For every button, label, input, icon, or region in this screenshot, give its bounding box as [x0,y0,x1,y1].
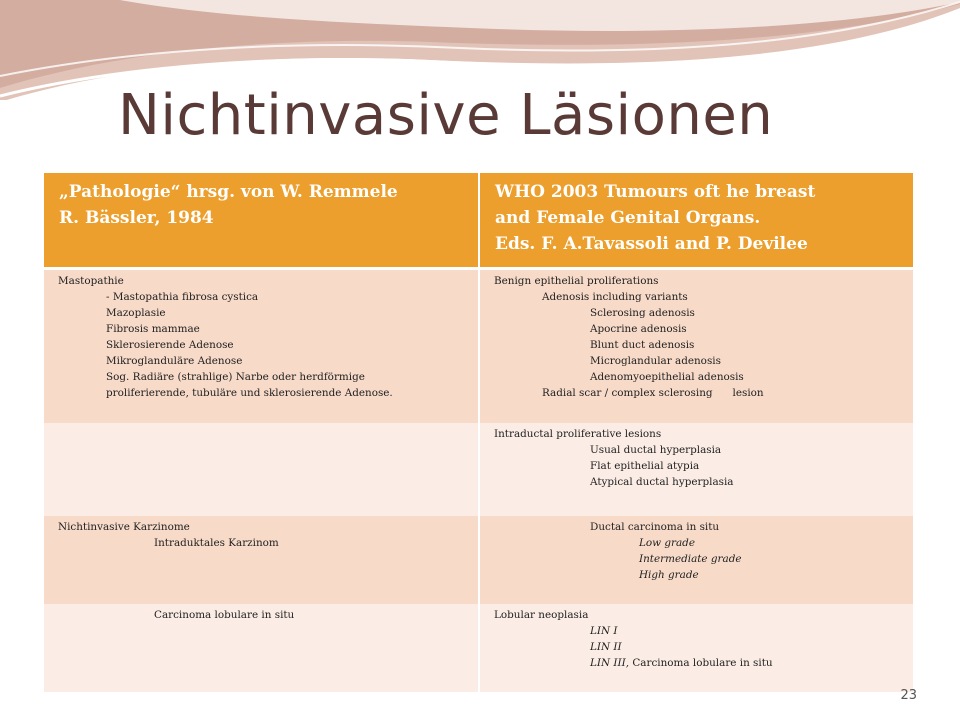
cell-mastopathie [44,269,479,424]
cell-dcis [479,516,913,604]
cell-line: Apocrine adenosis [590,323,687,335]
cell-line: LIN II [590,641,622,653]
cell-line: Adenosis including variants [542,291,688,303]
cell-line: Intermediate grade [639,553,742,565]
cell-line: Lobular neoplasia [494,609,589,621]
cell-line: Intraduktales Karzinom [154,537,279,549]
cell-benign-proliferations [479,269,913,424]
cell-line: Benign epithelial proliferations [494,275,659,287]
cell-line [494,655,907,671]
header-line: R. Bässler, 1984 [59,208,214,228]
cell-empty [44,423,479,516]
cell-text: lesion [732,387,764,399]
cell-line: LIN I [590,625,618,637]
cell-text: LIN III, [590,657,630,669]
cell-nichtinvasive-karzinome [44,516,479,604]
cell-line: High grade [639,569,699,581]
header-line: and Female Genital Organs. [495,208,761,228]
comparison-table [44,173,913,692]
cell-line: Sclerosing adenosis [590,307,695,319]
header-remmele-bassler [44,173,479,269]
cell-line: Mazoplasie [106,307,166,319]
cell-line: - Mastopathia fibrosa cystica [106,291,259,303]
cell-line: Blunt duct adenosis [590,339,695,351]
cell-lobular-neoplasia [479,604,913,692]
cell-line: Intraductal proliferative lesions [494,428,662,440]
header-who-2003 [479,173,913,269]
cell-line: Nichtinvasive Karzinome [58,521,190,533]
cell-line: Sog. Radiäre (strahlige) Narbe oder herdförmige [106,371,365,383]
table-row [44,604,913,692]
cell-line: Usual ductal hyperplasia [590,444,722,456]
cell-line: proliferierende, tubuläre und sklerosierende Adenose. [106,387,393,399]
header-line: Eds. F. A.Tavassoli and P. Devilee [495,234,808,254]
cell-line: Fibrosis mammae [106,323,200,335]
cell-line: Ductal carcinoma in situ [590,521,720,533]
cell-line: Sklerosierende Adenose [106,339,234,351]
cell-line [494,385,907,401]
cell-line: Mastopathie [58,275,124,287]
header-line: „Pathologie“ hrsg. von W. Remmele [59,182,398,202]
table-row [44,516,913,604]
page-number: 23 [900,688,917,703]
cell-line: Flat epithelial atypia [590,460,700,472]
cell-line: Carcinoma lobulare in situ [154,609,295,621]
table-row [44,423,913,516]
cell-line: Atypical ductal hyperplasia [590,476,734,488]
cell-line: Low grade [639,537,695,549]
cell-line: Microglandular adenosis [590,355,721,367]
cell-line: Adenomyoepithelial adenosis [590,371,744,383]
cell-text: Radial scar / complex sclerosing [542,387,713,399]
header-line: WHO 2003 Tumours oft he breast [495,182,816,202]
cell-line: Mikroglanduläre Adenose [106,355,243,367]
cell-clis [44,604,479,692]
table-header-row [44,173,913,269]
table-row [44,269,913,424]
slide-title: Nichtinvasive Läsionen [118,83,774,148]
cell-text: Carcinoma lobulare in situ [632,657,773,669]
cell-intraductal-lesions [479,423,913,516]
